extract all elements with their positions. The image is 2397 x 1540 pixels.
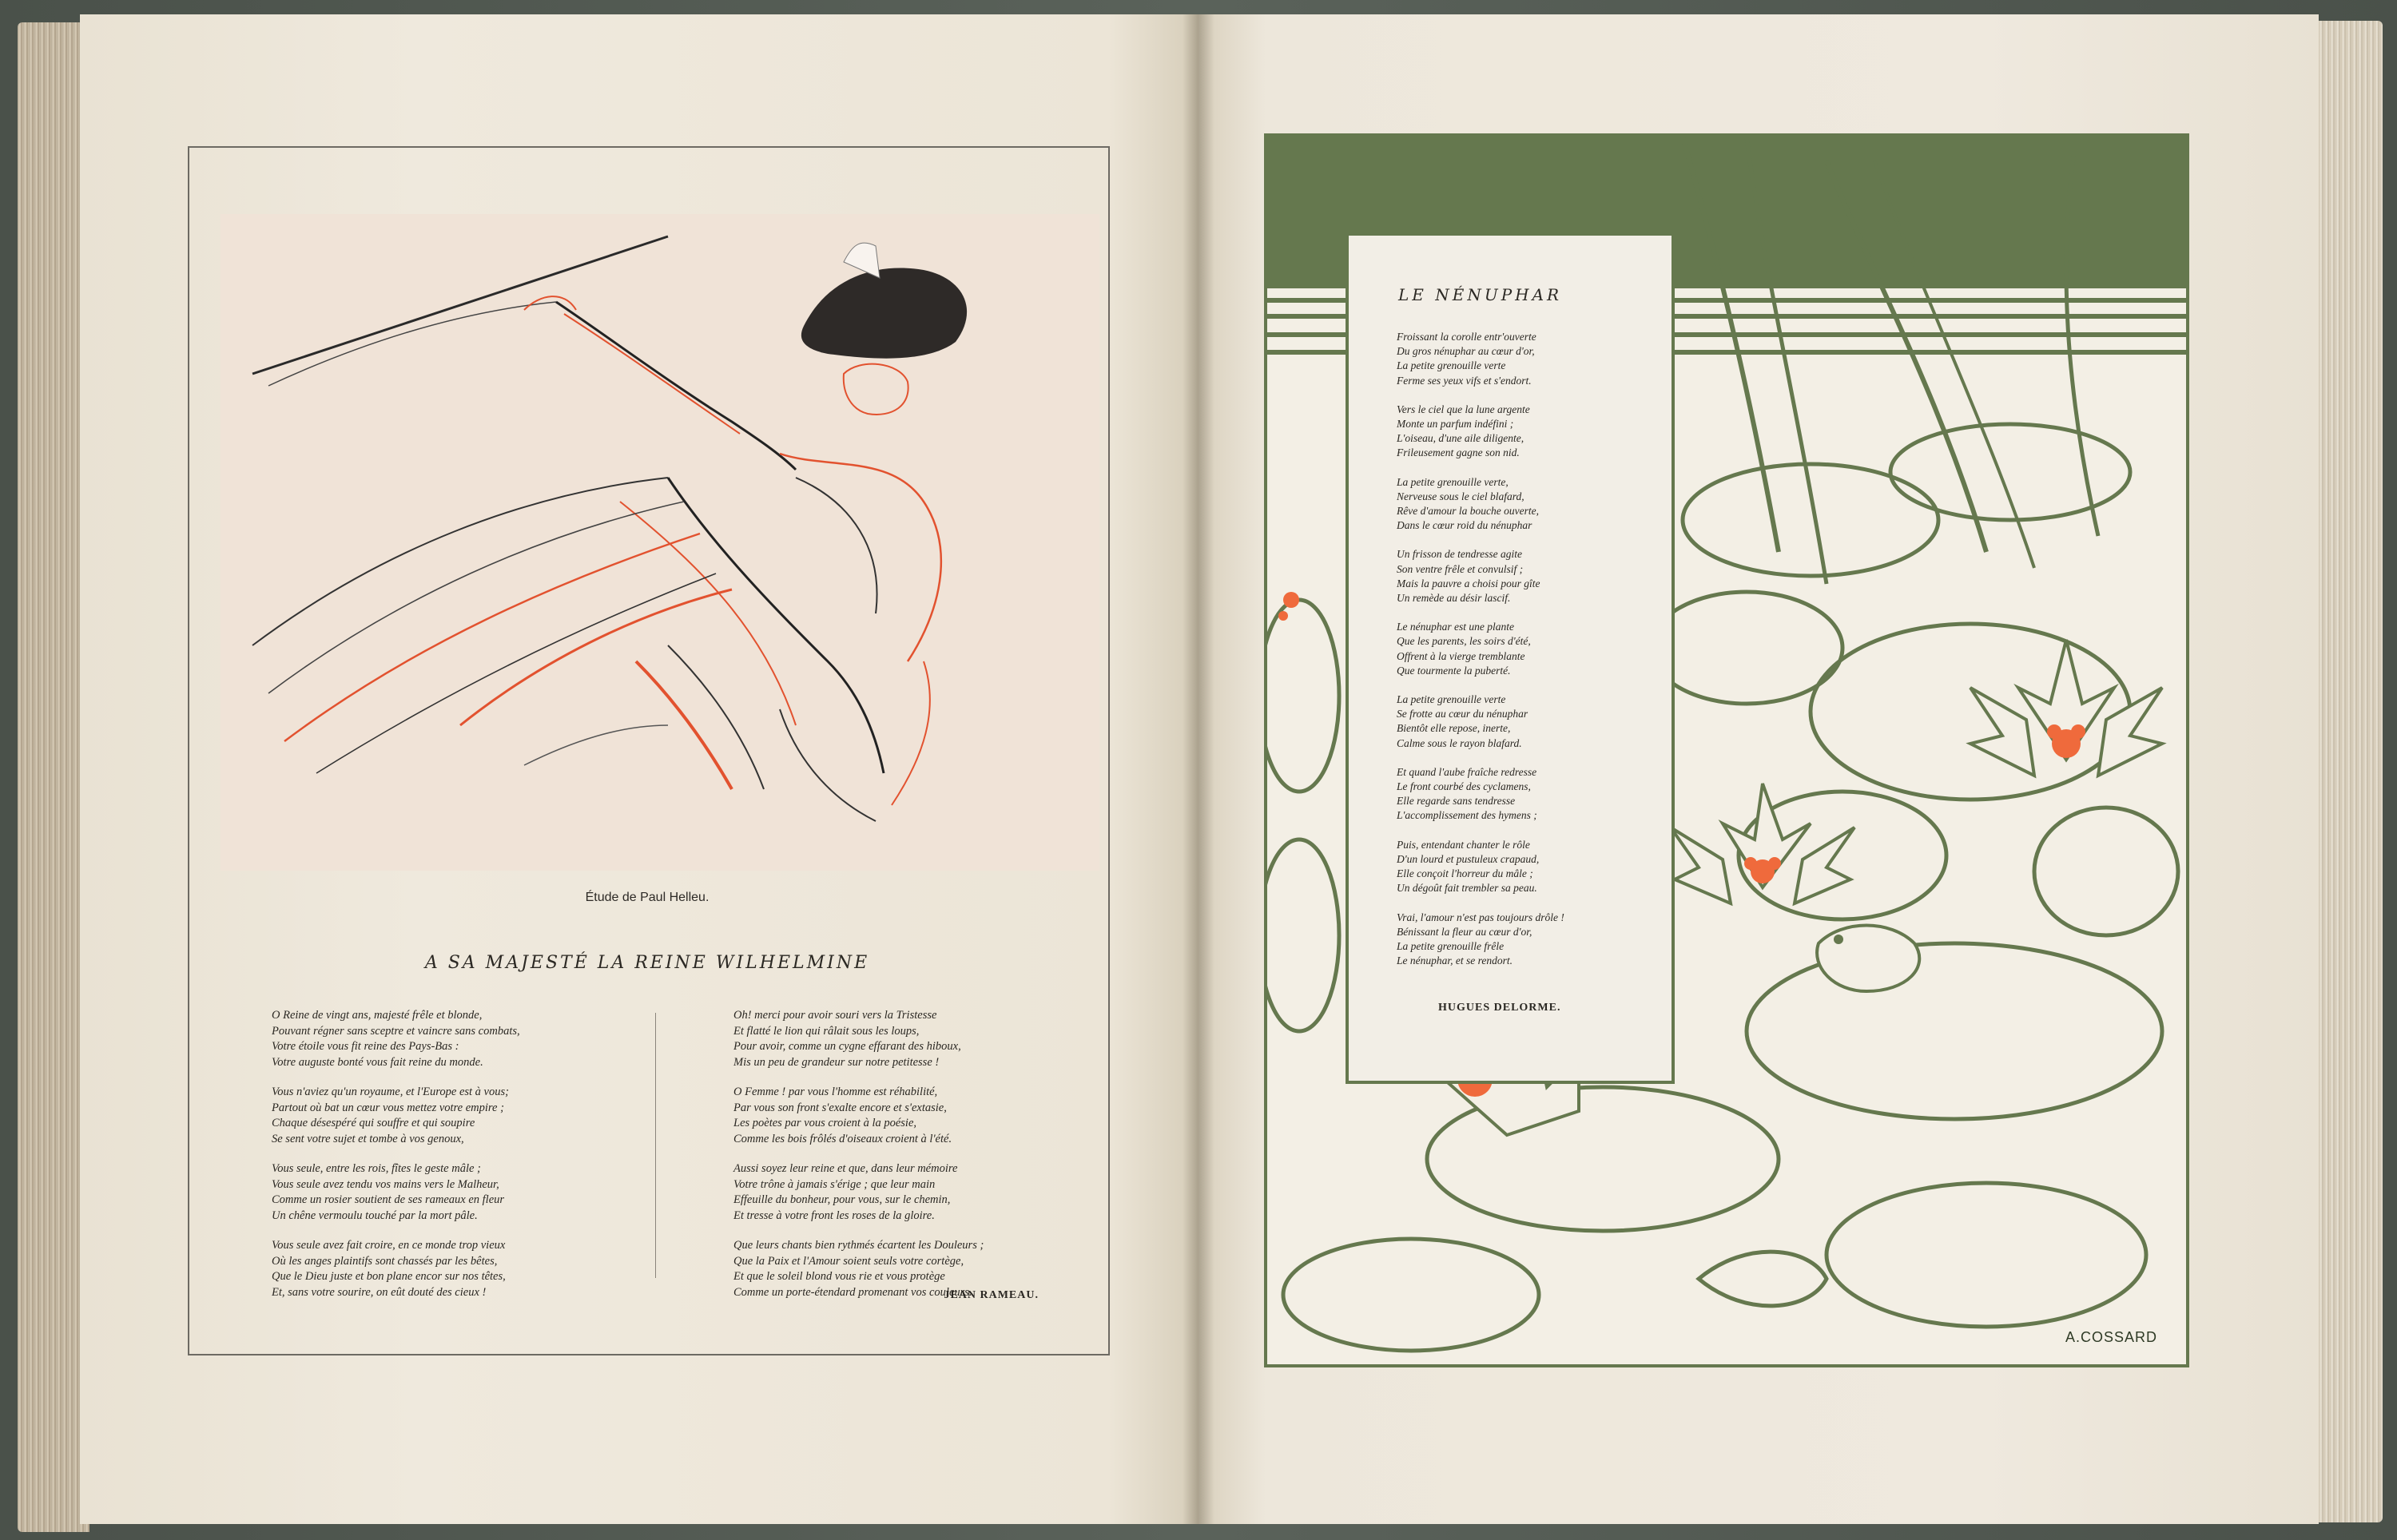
poem-line: Le front courbé des cyclamens,	[1397, 780, 1531, 793]
poem-line: Partout où bat un cœur vous mettez votre empire ;	[272, 1101, 504, 1114]
poem-line: Elle conçoit l'horreur du mâle ;	[1397, 867, 1533, 880]
stanza	[1397, 330, 1660, 388]
poem-line: Vous seule avez fait croire, en ce monde trop vieux	[272, 1239, 506, 1252]
poem-line: O Reine de vingt ans, majesté frêle et blonde,	[272, 1009, 483, 1022]
poem-line: Un dégoût fait trembler sa peau.	[1397, 882, 1537, 895]
poem-line: Que tourmente la puberté.	[1397, 664, 1511, 677]
poem-line: Se sent votre sujet et tombe à vos genoux,	[272, 1132, 464, 1145]
poem-line: Bénissant la fleur au cœur d'or,	[1397, 925, 1532, 938]
author-signature-delorme: HUGUES DELORME.	[1438, 1002, 1561, 1014]
poem-line: Son ventre frêle et convulsif ;	[1397, 562, 1524, 575]
stanza	[1397, 838, 1660, 896]
poem-line: Calme sous le rayon blafard.	[1397, 736, 1522, 749]
book-gutter	[1183, 14, 1214, 1524]
poem-line: Que la Paix et l'Amour soient seuls votre cortège,	[733, 1254, 964, 1268]
poem-line: Mis un peu de grandeur sur notre petitesse !	[733, 1055, 940, 1069]
poem-title-wilhelmine: A SA MAJESTÉ LA REINE WILHELMINE	[424, 953, 870, 973]
poem-line: Puis, entendant chanter le rôle	[1397, 838, 1530, 851]
poem-line: Du gros nénuphar au cœur d'or,	[1397, 345, 1535, 358]
page-edges-right	[2319, 21, 2383, 1522]
stanza	[1397, 475, 1660, 534]
stanza	[733, 1085, 1069, 1147]
poem-line: Pouvant régner sans sceptre et vaincre sans combats,	[272, 1024, 520, 1038]
stanza	[1397, 693, 1660, 751]
poem-line: Et, sans votre sourire, on eût douté des cieux !	[272, 1285, 487, 1299]
poem-line: L'accomplissement des hymens ;	[1397, 809, 1537, 822]
poem-line: Que les parents, les soirs d'été,	[1397, 635, 1531, 648]
poem-line: Vers le ciel que la lune argente	[1397, 403, 1530, 415]
poem-line: Votre trône à jamais s'érige ; que leur main	[733, 1177, 936, 1191]
poem-line: Pour avoir, comme un cygne effarant des hiboux,	[733, 1040, 961, 1053]
poem-line: Un frisson de tendresse agite	[1397, 548, 1522, 561]
helleu-sketch-image	[221, 214, 1099, 871]
poem-line: Vrai, l'amour n'est pas toujours drôle !	[1397, 911, 1564, 923]
poem-line: Et que le soleil blond vous rie et vous protège	[733, 1270, 945, 1283]
poem-line: Monte un parfum indéfini ;	[1397, 418, 1514, 431]
poem-line: Rêve d'amour la bouche ouverte,	[1397, 505, 1539, 518]
poem-line: Un remède au désir lascif.	[1397, 592, 1511, 605]
poem-line: Comme un porte-étendard promenant vos couleurs.	[733, 1285, 972, 1299]
poem-line: Se frotte au cœur du nénuphar	[1397, 708, 1528, 720]
poem-line: Que le Dieu juste et bon plane encor sur nos têtes,	[272, 1270, 506, 1283]
poem-line: Oh! merci pour avoir souri vers la Tristesse	[733, 1009, 937, 1022]
poem-line: Comme les bois frôlés d'oiseaux croient à l'été.	[733, 1132, 952, 1145]
poem-line: L'oiseau, d'une aile diligente,	[1397, 432, 1524, 445]
image-caption: Étude de Paul Helleu.	[585, 891, 710, 904]
poem-line: Le nénuphar, et se rendort.	[1397, 955, 1513, 967]
poem-line: Comme un rosier soutient de ses rameaux en fleur	[272, 1193, 505, 1206]
poem-column-1	[272, 1008, 639, 1315]
poem-line: Chaque désespéré qui souffre et qui soupire	[272, 1117, 475, 1129]
poem-line: Le nénuphar est une plante	[1397, 621, 1514, 633]
poem-line: Froissant la corolle entr'ouverte	[1397, 331, 1536, 343]
stanza	[733, 1161, 1069, 1224]
stanza	[1397, 547, 1660, 605]
poem-line: Et tresse à votre front les roses de la gloire.	[733, 1209, 935, 1222]
poem-line: Et flatté le lion qui râlait sous les loups,	[733, 1024, 920, 1038]
poem-nenuphar	[1397, 330, 1660, 982]
poem-line: La petite grenouille verte,	[1397, 475, 1509, 488]
poem-line: Vous seule, entre les rois, fîtes le geste mâle ;	[272, 1162, 481, 1175]
page-edges-left	[18, 22, 89, 1532]
stanza	[272, 1008, 639, 1070]
poem-line: Où les anges plaintifs sont chassés par les bêtes,	[272, 1254, 498, 1268]
poem-line: Frileusement gagne son nid.	[1397, 447, 1520, 459]
stanza	[272, 1161, 639, 1224]
author-signature-rameau: JEAN RAMEAU.	[944, 1289, 1039, 1301]
poem-line: Effeuille du bonheur, pour vous, sur le chemin,	[733, 1193, 951, 1206]
poem-line: Par vous son front s'exalte encore et s'extasie,	[733, 1101, 947, 1114]
column-divider	[655, 1013, 656, 1278]
poem-line: Vous n'aviez qu'un royaume, et l'Europe est à vous;	[272, 1086, 509, 1098]
poem-line: Un chêne vermoulu touché par la mort pâle.	[272, 1209, 478, 1222]
stanza	[1397, 620, 1660, 678]
poem-line: Ferme ses yeux vifs et s'endort.	[1397, 374, 1532, 387]
poem-title-nenuphar: LE NÉNUPHAR	[1398, 285, 1563, 304]
stanza	[272, 1085, 639, 1147]
poem-column-2	[733, 1008, 1069, 1315]
poem-line: Offrent à la vierge tremblante	[1397, 649, 1525, 662]
poem-line: Mais la pauvre a choisi pour gîte	[1397, 577, 1540, 589]
artist-signature-cossard: A.COSSARD	[2065, 1329, 2158, 1345]
poem-line: Bientôt elle repose, inerte,	[1397, 722, 1511, 735]
poem-line: La petite grenouille verte	[1397, 693, 1506, 706]
stanza	[272, 1238, 639, 1300]
poem-line: Que leurs chants bien rythmés écartent les Douleurs ;	[733, 1239, 984, 1252]
poem-line: Dans le cœur roid du nénuphar	[1397, 519, 1532, 532]
poem-line: Elle regarde sans tendresse	[1397, 795, 1516, 808]
poem-line: D'un lourd et pustuleux crapaud,	[1397, 852, 1540, 865]
poem-line: Vous seule avez tendu vos mains vers le Malheur,	[272, 1177, 499, 1191]
stanza	[1397, 765, 1660, 824]
poem-line: Votre étoile vous fit reine des Pays-Bas :	[272, 1040, 459, 1053]
stanza	[733, 1008, 1069, 1070]
poem-line: Les poètes par vous croient à la poésie,	[733, 1117, 917, 1129]
poem-line: Nerveuse sous le ciel blafard,	[1397, 490, 1524, 502]
stanza	[1397, 403, 1660, 461]
poem-line: O Femme ! par vous l'homme est réhabilité,	[733, 1086, 938, 1098]
stanza	[1397, 911, 1660, 969]
poem-line: La petite grenouille frêle	[1397, 939, 1505, 952]
poem-line: La petite grenouille verte	[1397, 359, 1506, 372]
poem-line: Aussi soyez leur reine et que, dans leur mémoire	[733, 1162, 958, 1175]
poem-line: Votre auguste bonté vous fait reine du monde.	[272, 1055, 483, 1069]
poem-line: Et quand l'aube fraîche redresse	[1397, 765, 1537, 778]
